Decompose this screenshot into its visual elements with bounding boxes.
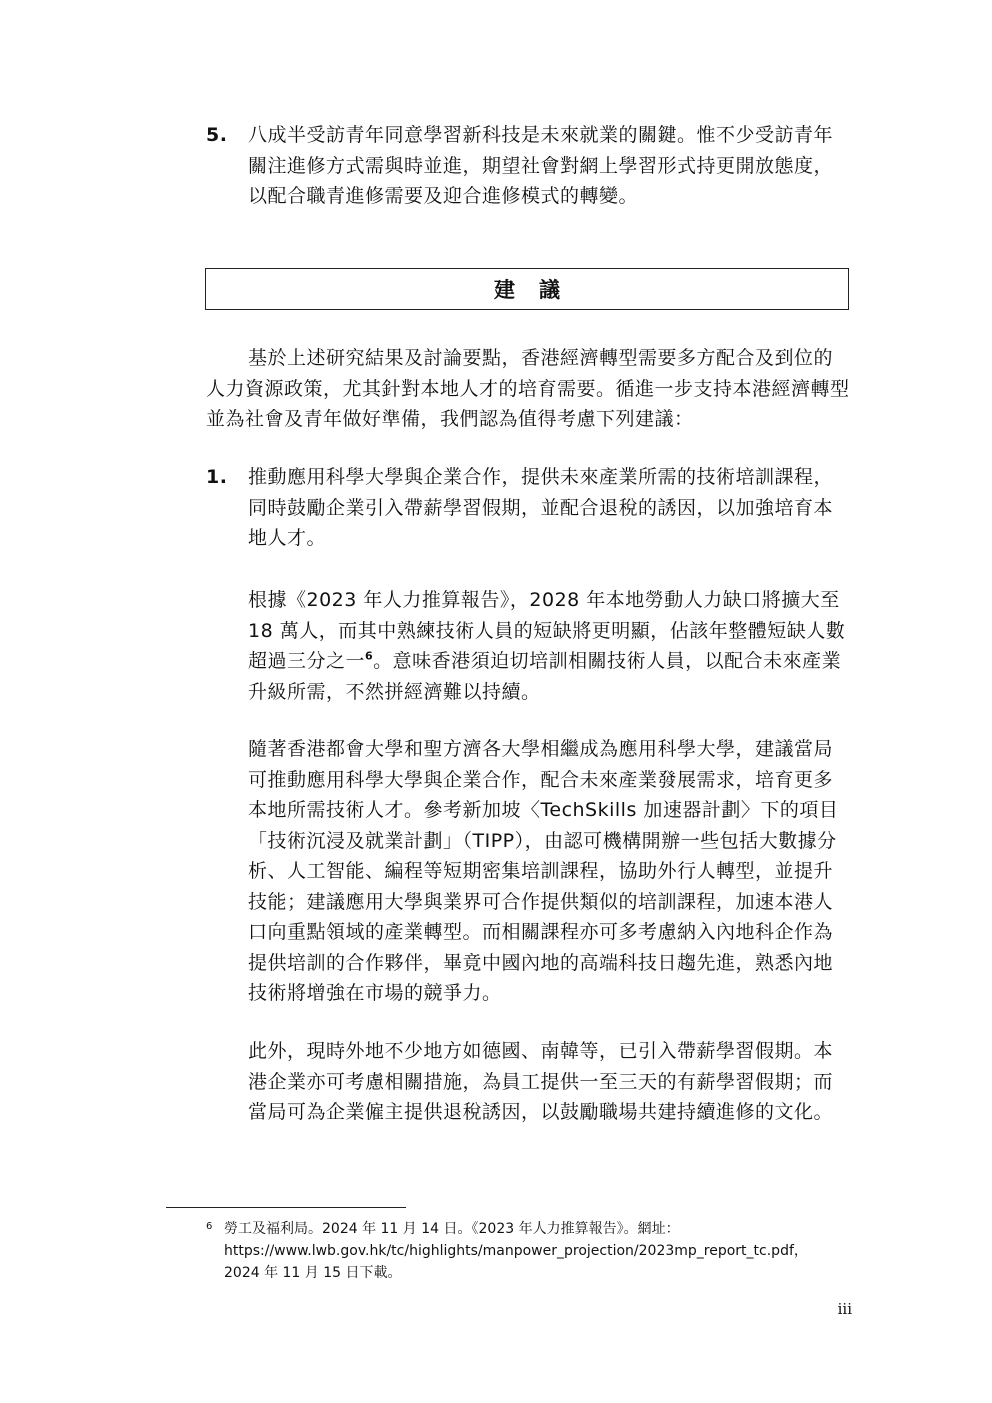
section-heading <box>205 268 849 310</box>
list-item-text: 八成半受訪青年同意學習新科技是未來就業的關鍵。惟不少受訪青年關注進修方式需與時並進，期望社會對網上學習形式持更開放態度，以配合職青進修需要及迎合進修模式的轉變。 <box>248 124 834 207</box>
paragraph-manpower <box>248 585 852 707</box>
paragraph-text-after: 。意味香港須迫切培訓相關技術人員，以配合未來產業升級所需，不然拼經濟難以持續。 <box>248 650 842 703</box>
section-heading-text: 建議 <box>494 278 584 302</box>
list-number: 5. <box>206 124 228 146</box>
paragraph-text: 根據《2023 年人力推算報告》，2028 年本地勞動人力缺口將擴大至 18 萬人，而其中熟練技術人員的短缺將更明顯，佔該年整體短缺人數超過三分之一 <box>248 589 846 672</box>
list-item-text: 推動應用科學大學與企業合作，提供未來產業所需的技術培訓課程，同時鼓勵企業引入帶薪學習假期，並配合退稅的誘因，以加強培育本地人才。 <box>248 466 834 549</box>
footnote-divider <box>166 1207 406 1208</box>
footnote-mark: 6 <box>206 1221 213 1232</box>
footnote-text: 勞工及福利局。2024 年 11 月 14 日。《2023 年人力推算報告》。網址： https://www.lwb.gov.hk/tc/highlights/manpower_projection/2023mp_report_tc.pdf， 2024 年 11 月 15 日下載。 <box>224 1221 808 1281</box>
footnote-reference: 6 <box>365 649 374 663</box>
paragraph-applied-science: 隨著香港都會大學和聖方濟各大學相繼成為應用科學大學，建議當局可推動應用科學大學與企業合作，配合未來產業發展需求，培育更多本地所需技術人才。參考新加坡〈TechSkills 加速器計劃〉下的項目「技術沉浸及就業計劃」（TIPP），由認可機構開辦一些包括大數據分析、人工智能、編程等短期密集培訓課程，協助外行人轉型，並提升技能；建議應用大學與業界可合作提供類似的培訓課程，加速本港人口向重點領域的產業轉型。而相關課程亦可多考慮納入內地科企作為提供培訓的合作夥伴，畢竟中國內地的高端科技日趨先進，熟悉內地技術將增強在市場的競爭力。 <box>248 738 839 1004</box>
list-number: 1. <box>206 466 228 488</box>
page-number: iii <box>837 1300 852 1318</box>
intro-paragraph: 基於上述研究結果及討論要點，香港經濟轉型需要多方配合及到位的人力資源政策，尤其針對本地人才的培育需要。循進一步支持本港經濟轉型並為社會及青年做好準備，我們認為值得考慮下列建議： <box>206 347 850 430</box>
paragraph-paid-leave: 此外，現時外地不少地方如德國、南韓等，已引入帶薪學習假期。本港企業亦可考慮相關措施，為員工提供一至三天的有薪學習假期；而當局可為企業僱主提供退稅誘因，以鼓勵職場共建持續進修的文化。 <box>248 1040 834 1123</box>
